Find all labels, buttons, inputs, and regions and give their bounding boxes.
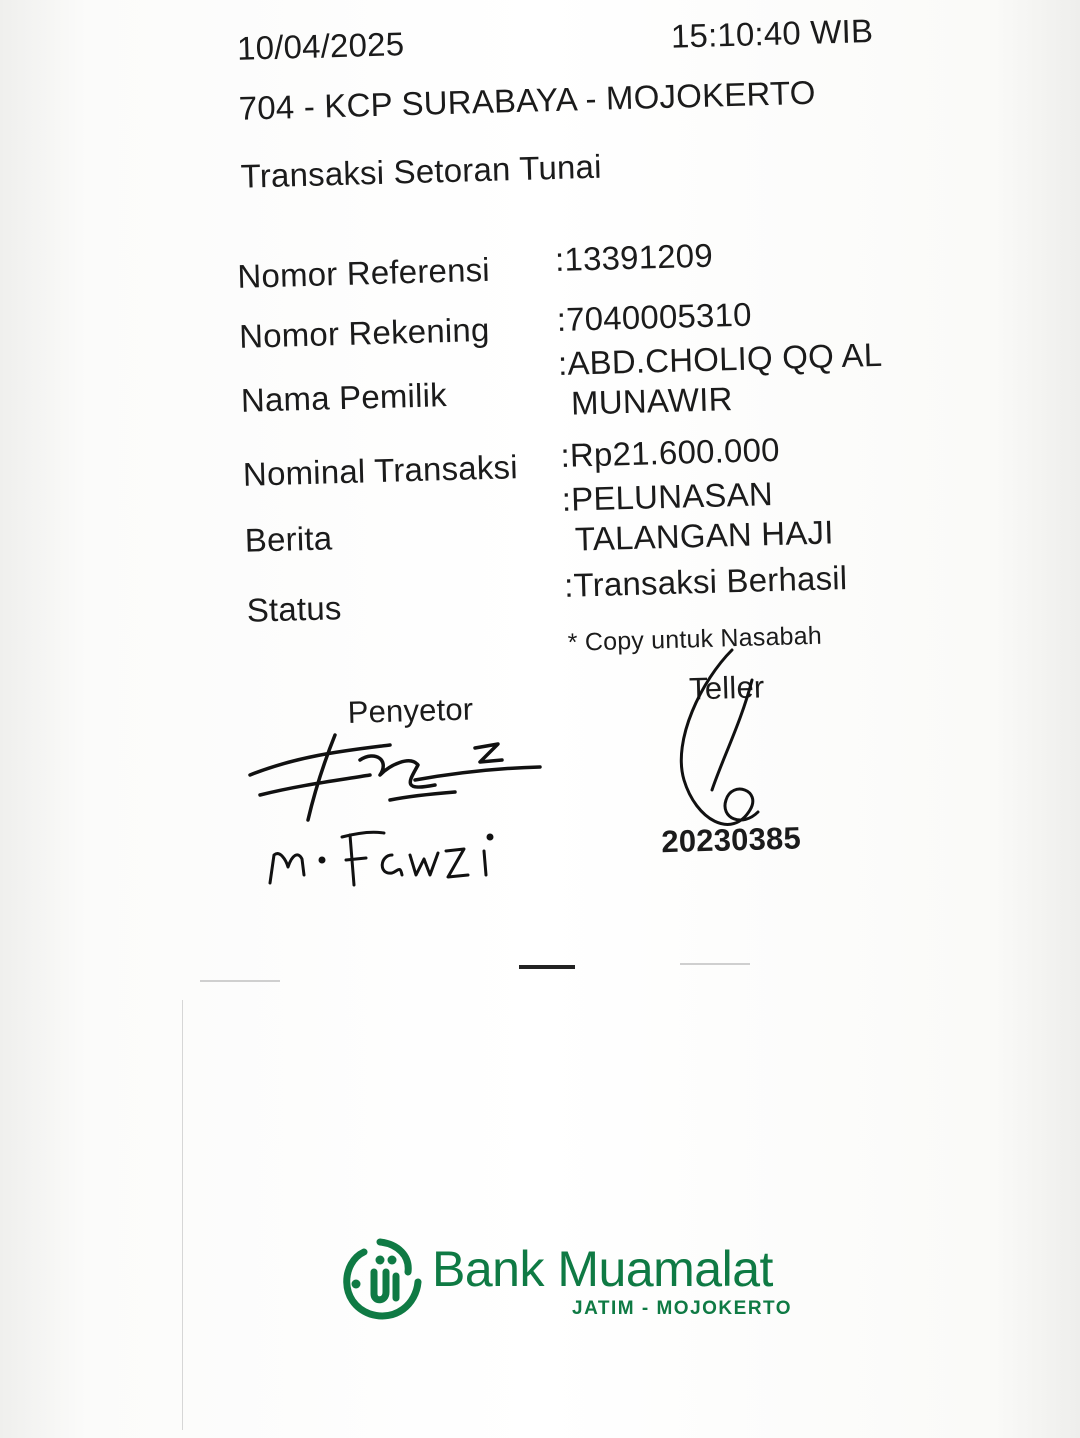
field-value-owner-line2: MUNAWIR (570, 380, 734, 422)
paper-edge-line (182, 1000, 183, 1430)
depositor-handwritten-name (262, 815, 502, 895)
teller-signature (672, 640, 772, 850)
scan-speck (680, 963, 750, 965)
teller-label: Teller (688, 669, 765, 707)
field-value-account: :7040005310 (556, 295, 753, 338)
field-label-remark: Berita (244, 519, 333, 559)
branch-name: 704 - KCP SURABAYA - MOJOKERTO (238, 73, 817, 127)
divider-dash (519, 965, 575, 969)
bank-branch-sub: JATIM - MOJOKERTO (572, 1298, 793, 1319)
field-value-remark: :PELUNASAN (561, 475, 774, 518)
bank-logo-mark-icon (334, 1232, 424, 1322)
field-value-amount: :Rp21.600.000 (560, 430, 781, 474)
field-label-reference: Nomor Referensi (236, 250, 491, 295)
teller-id: 20230385 (660, 820, 802, 860)
transaction-date: 10/04/2025 (236, 25, 405, 67)
transaction-time: 15:10:40 WIB (670, 12, 874, 55)
scan-speck (200, 980, 280, 982)
bank-logo (334, 1232, 804, 1332)
field-label-owner: Nama Pemilik (240, 376, 448, 419)
depositor-label: Penyetor (347, 691, 474, 730)
transaction-type: Transaksi Setoran Tunai (240, 147, 603, 195)
copy-note: * Copy untuk Nasabah (567, 621, 823, 657)
field-value-remark-line2: TALANGAN HAJI (574, 513, 835, 558)
bank-name: Bank Muamalat (432, 1241, 773, 1297)
field-label-account: Nomor Rekening (238, 310, 490, 355)
field-label-amount: Nominal Transaksi (242, 448, 519, 493)
field-value-reference: :13391209 (554, 236, 714, 279)
field-value-owner: :ABD.CHOLIQ QQ AL (557, 335, 883, 382)
field-value-status: :Transaksi Berhasil (563, 558, 848, 604)
field-label-status: Status (246, 589, 343, 629)
